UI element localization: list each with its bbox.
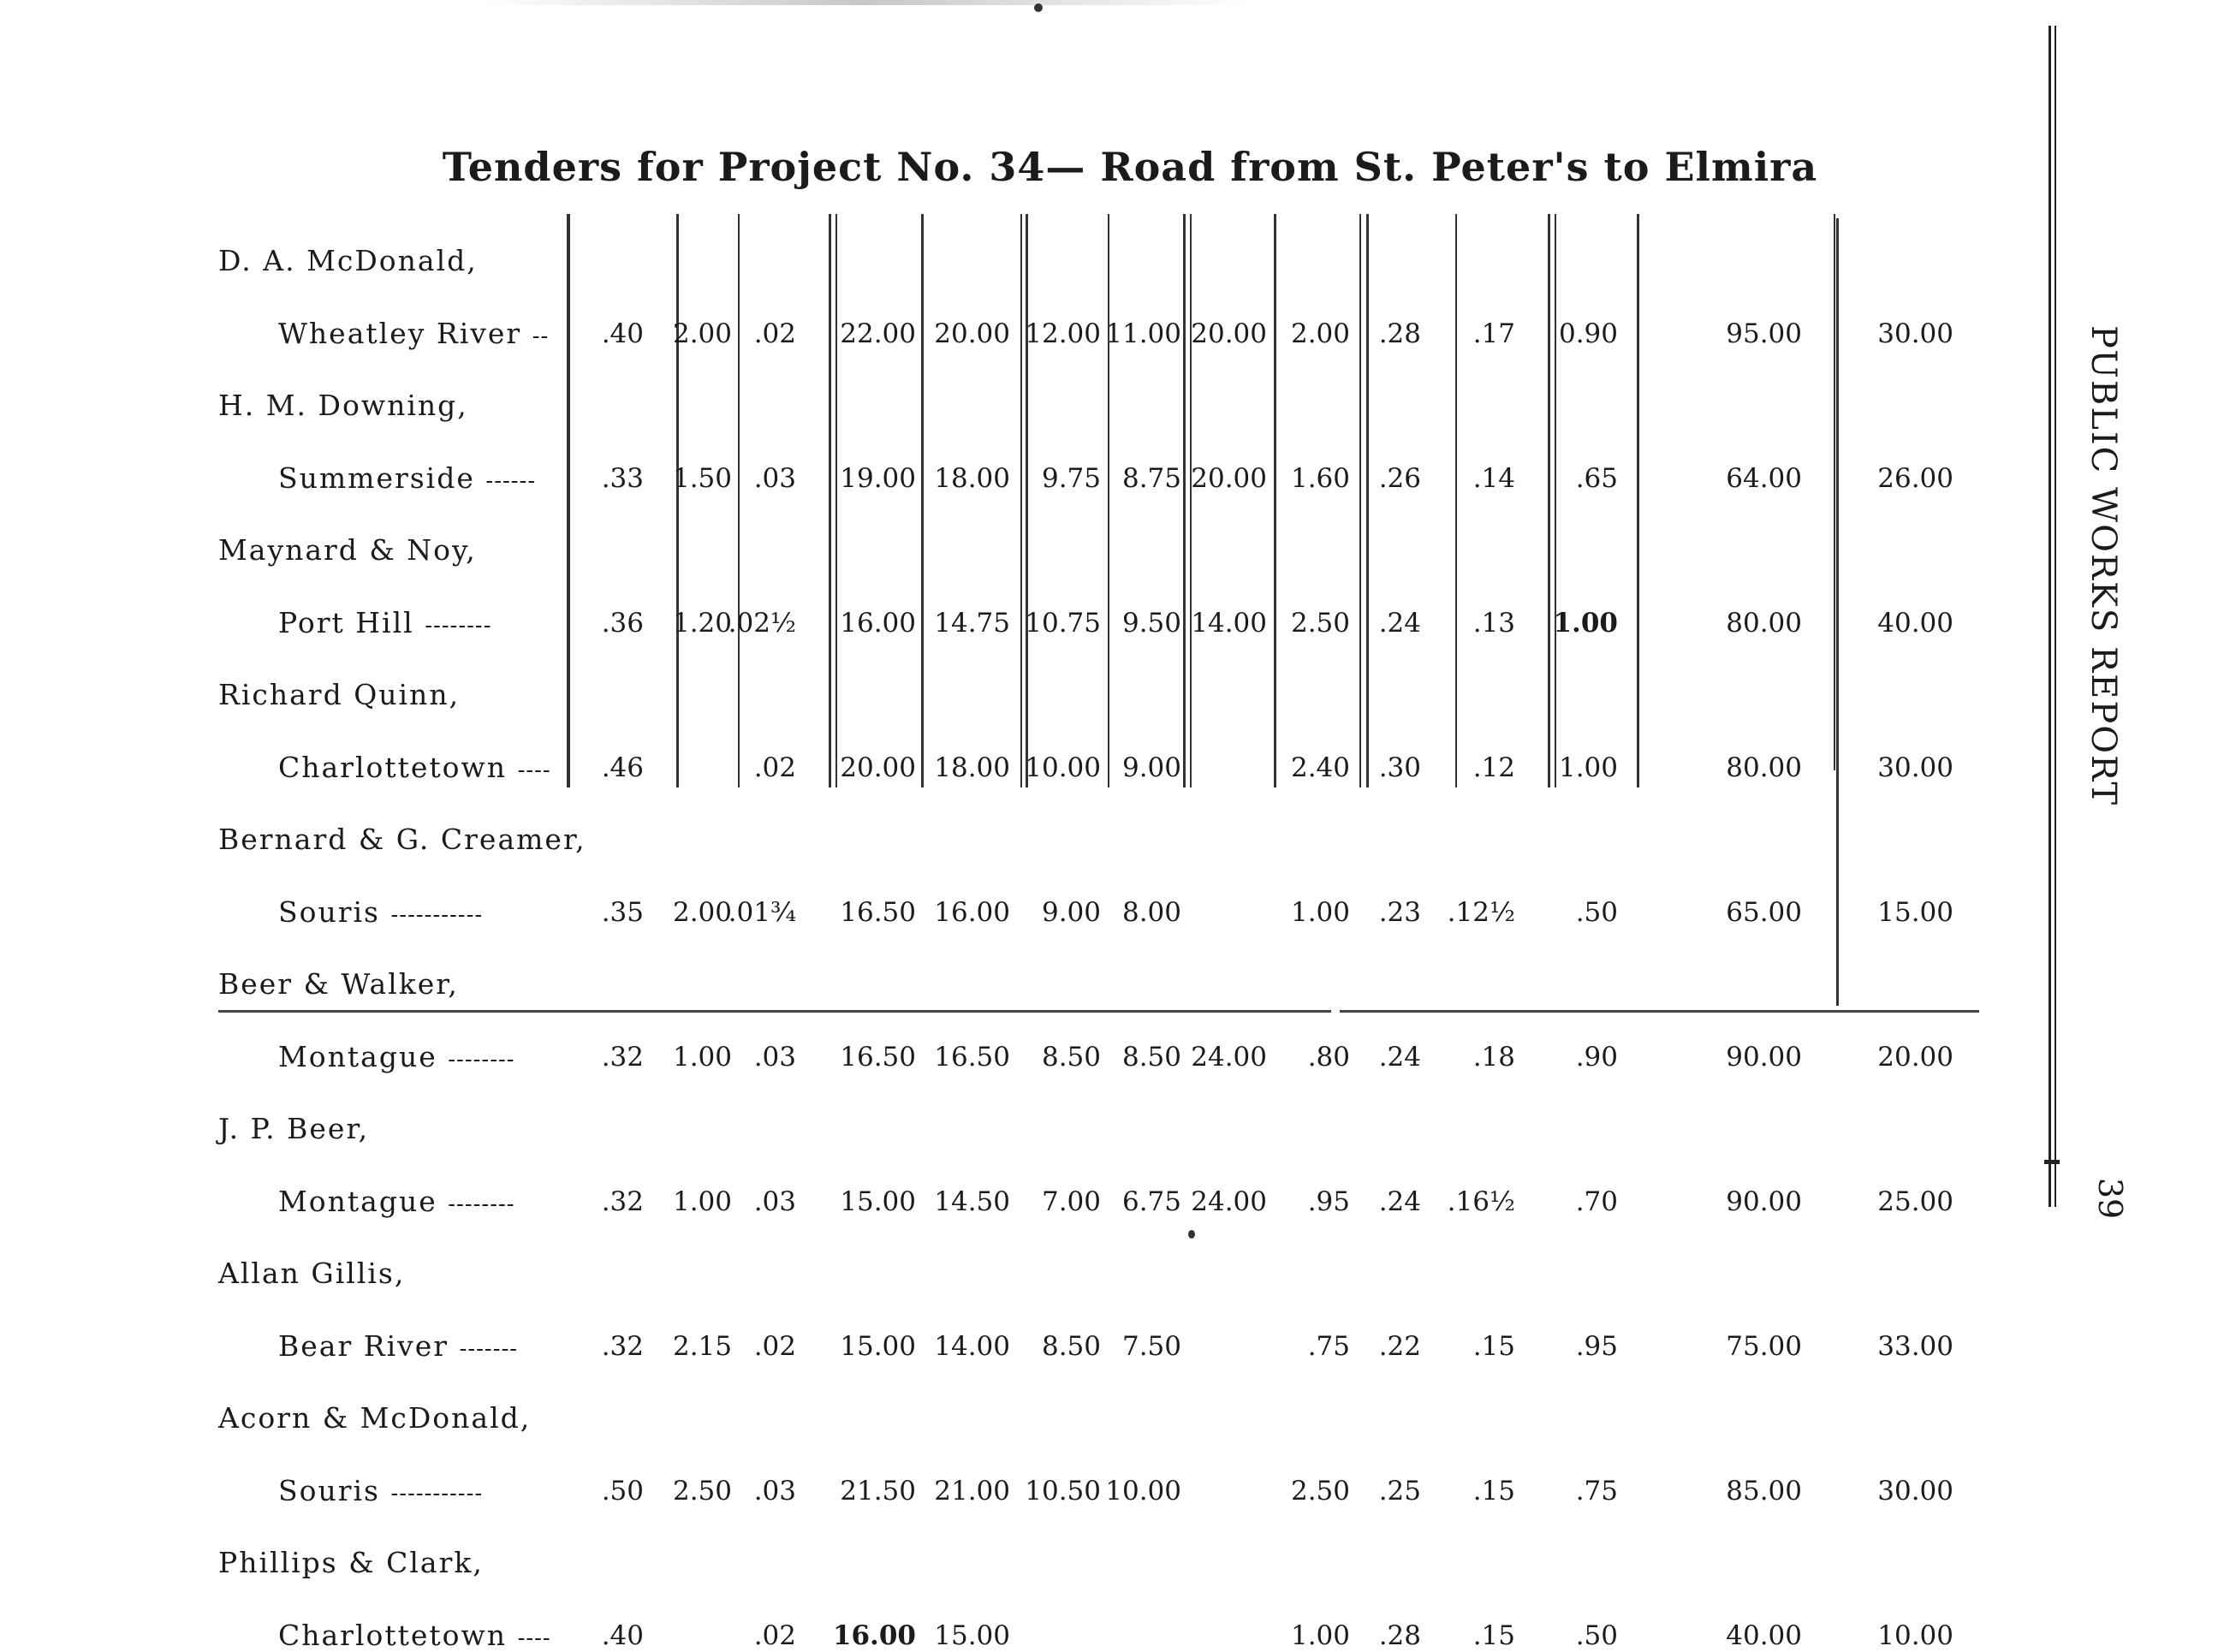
column-rule [1020, 214, 1022, 787]
table-cell: .17 [1472, 318, 1515, 349]
contractor-name: Allan Gillis, [218, 1257, 406, 1290]
contractor-location [278, 1040, 515, 1073]
table-cell: 2.00 [672, 318, 732, 349]
table-cell: 19.00 [840, 462, 916, 494]
table-cell: 20.00 [1191, 462, 1267, 494]
table-cell: 1.00 [672, 1041, 732, 1073]
contractor-location [278, 1474, 483, 1507]
dash-leader: ---- [517, 1625, 551, 1651]
contractor-name: Phillips & Clark, [218, 1546, 484, 1579]
contractor-location [278, 1619, 551, 1652]
column-rule [1836, 218, 1839, 1006]
table-cell: 30.00 [1877, 318, 1953, 349]
contractor-name: D. A. McDonald, [218, 244, 478, 277]
table-cell: .01¾ [728, 896, 796, 928]
column-rule [568, 214, 570, 787]
table-cell: .90 [1575, 1041, 1618, 1073]
column-rule [1108, 214, 1109, 787]
table-cell: 26.00 [1877, 462, 1953, 494]
table-cell: 90.00 [1726, 1186, 1802, 1217]
dash-leader: ---- [517, 757, 551, 783]
table-cell: .32 [601, 1330, 644, 1362]
table-cell: 14.50 [934, 1186, 1010, 1217]
table-cell: .36 [601, 607, 644, 639]
ink-speck [1188, 1230, 1195, 1239]
table-cell: 22.00 [840, 318, 916, 349]
location-label: Charlottetown [278, 1618, 508, 1652]
table-cell: 33.00 [1877, 1330, 1953, 1362]
ink-speck-top [1034, 3, 1043, 12]
contractor-location [278, 1329, 518, 1363]
column-rule [921, 214, 924, 787]
table-cell: .24 [1378, 607, 1421, 639]
table-cell: .40 [601, 318, 644, 349]
contractor-name: Beer & Walker, [218, 967, 459, 1001]
dash-leader: ----------- [390, 901, 484, 928]
table-cell: 80.00 [1726, 752, 1802, 783]
location-label: Souris [278, 894, 380, 929]
table-cell: 2.00 [1290, 318, 1350, 349]
table-cell: 7.00 [1041, 1186, 1101, 1217]
table-cell: .02 [753, 318, 796, 349]
table-cell: 8.50 [1041, 1330, 1101, 1362]
table-cell: 9.00 [1041, 896, 1101, 928]
location-label: Souris [278, 1473, 380, 1507]
table-cell: .15 [1472, 1619, 1515, 1651]
table-cell: 8.75 [1121, 462, 1181, 494]
location-label: Montague [278, 1184, 437, 1218]
table-cell: .95 [1307, 1186, 1350, 1217]
table-cell: 40.00 [1877, 607, 1953, 639]
column-rule [1366, 214, 1369, 787]
table-cell: .50 [601, 1475, 644, 1506]
table-bottom-rule [218, 1010, 1331, 1013]
table-cell: 2.50 [1290, 607, 1350, 639]
contractor-location [278, 317, 549, 350]
table-cell: .02½ [728, 607, 796, 639]
table-cell: .23 [1378, 896, 1421, 928]
contractor-name: Maynard & Noy, [218, 533, 477, 567]
table-cell: 14.00 [1191, 607, 1267, 639]
table-cell: 10.00 [1877, 1619, 1953, 1651]
column-rule [1637, 214, 1639, 787]
dash-leader: -------- [425, 612, 492, 639]
contractor-name: Richard Quinn, [218, 678, 461, 711]
table-cell: 14.75 [934, 607, 1010, 639]
location-label: Bear River [278, 1328, 449, 1363]
table-cell: 8.50 [1121, 1041, 1181, 1073]
table-cell: .03 [753, 1186, 796, 1217]
table-cell: .28 [1378, 318, 1421, 349]
table-cell: 16.00 [832, 1619, 916, 1651]
table-cell: .35 [601, 896, 644, 928]
table-cell: 8.00 [1121, 896, 1181, 928]
column-rule [1548, 214, 1550, 787]
location-label: Montague [278, 1039, 437, 1073]
table-cell: .22 [1378, 1330, 1421, 1362]
table-cell: 8.50 [1041, 1041, 1101, 1073]
table-cell: 95.00 [1726, 318, 1802, 349]
table-cell: .80 [1307, 1041, 1350, 1073]
table-cell: 12.00 [1025, 318, 1101, 349]
table-cell: 2.50 [672, 1475, 732, 1506]
table-cell: 9.50 [1121, 607, 1181, 639]
dash-leader: -- [532, 323, 550, 349]
table-cell: 20.00 [934, 318, 1010, 349]
table-cell: 75.00 [1726, 1330, 1802, 1362]
table-cell: 16.00 [934, 896, 1010, 928]
table-cell: 20.00 [1877, 1041, 1953, 1073]
table-cell: .46 [601, 752, 644, 783]
dash-leader: ----------- [390, 1480, 484, 1506]
table-cell: 1.00 [672, 1186, 732, 1217]
table-cell: .95 [1575, 1330, 1618, 1362]
table-cell: .02 [753, 752, 796, 783]
contractor-name: Bernard & G. Creamer, [218, 823, 586, 856]
location-label: Charlottetown [278, 750, 508, 784]
contractor-name: H. M. Downing, [218, 389, 468, 422]
table-bottom-rule [1340, 1010, 1979, 1013]
table-cell: 15.00 [840, 1330, 916, 1362]
dash-leader: -------- [448, 1046, 515, 1073]
table-cell: 16.00 [840, 607, 916, 639]
table-cell: 16.50 [840, 1041, 916, 1073]
table-cell: 2.40 [1290, 752, 1350, 783]
table-cell: 2.50 [1290, 1475, 1350, 1506]
margin-rule [2049, 26, 2051, 1207]
table-cell: 90.00 [1726, 1041, 1802, 1073]
column-rule [1455, 214, 1457, 787]
column-rule [835, 214, 837, 787]
dash-leader: -------- [448, 1191, 515, 1217]
contractor-location [278, 1185, 515, 1218]
table-cell: 1.00 [1290, 896, 1350, 928]
table-cell: .12½ [1447, 896, 1515, 928]
table-cell: .03 [753, 1041, 796, 1073]
table-cell: 24.00 [1191, 1186, 1267, 1217]
table-cell: 65.00 [1726, 896, 1802, 928]
contractor-name: Acorn & McDonald, [218, 1401, 532, 1435]
table-cell: 21.50 [840, 1475, 916, 1506]
table-cell: .02 [753, 1619, 796, 1651]
table-cell: 15.00 [840, 1186, 916, 1217]
table-cell: 16.50 [934, 1041, 1010, 1073]
table-cell: 24.00 [1191, 1041, 1267, 1073]
column-rule [676, 214, 679, 787]
table-cell: .15 [1472, 1330, 1515, 1362]
column-rule [1834, 214, 1835, 770]
table-cell: .26 [1378, 462, 1421, 494]
running-head: PUBLIC WORKS REPORT [2084, 325, 2123, 807]
table-cell: .14 [1472, 462, 1515, 494]
table-cell: .65 [1575, 462, 1618, 494]
table-cell: .03 [753, 462, 796, 494]
table-cell: 18.00 [934, 752, 1010, 783]
table-cell: .33 [601, 462, 644, 494]
table-cell: 80.00 [1726, 607, 1802, 639]
contractor-location [278, 895, 483, 929]
table-cell: 64.00 [1726, 462, 1802, 494]
column-rule [829, 214, 831, 787]
column-rule [1555, 214, 1556, 787]
table-cell: 25.00 [1877, 1186, 1953, 1217]
table-cell: 18.00 [934, 462, 1010, 494]
location-label: Summerside [278, 461, 475, 495]
table-cell: .50 [1575, 896, 1618, 928]
table-cell: 15.00 [1877, 896, 1953, 928]
table-cell: 14.00 [934, 1330, 1010, 1362]
table-cell: .18 [1472, 1041, 1515, 1073]
table-cell: 1.00 [1553, 607, 1618, 639]
table-cell: 6.75 [1121, 1186, 1181, 1217]
table-cell: 7.50 [1121, 1330, 1181, 1362]
contractor-location [278, 751, 551, 784]
column-rule [738, 214, 740, 787]
contractor-name: J. P. Beer, [218, 1112, 370, 1145]
table-cell: .15 [1472, 1475, 1515, 1506]
table-cell: 11.00 [1105, 318, 1181, 349]
table-cell: 20.00 [1191, 318, 1267, 349]
margin-rule-inner [2054, 26, 2056, 1207]
table-cell: .30 [1378, 752, 1421, 783]
table-cell: .75 [1575, 1475, 1618, 1506]
table-cell: 9.75 [1041, 462, 1101, 494]
column-rule [1183, 214, 1186, 787]
table-cell: 40.00 [1726, 1619, 1802, 1651]
table-cell: 10.75 [1025, 607, 1101, 639]
table-cell: .28 [1378, 1619, 1421, 1651]
table-cell: 1.00 [1290, 1619, 1350, 1651]
table-cell: 9.00 [1121, 752, 1181, 783]
table-cell: 30.00 [1877, 1475, 1953, 1506]
table-cell: 1.50 [672, 462, 732, 494]
table-cell: 2.00 [672, 896, 732, 928]
table-cell: .50 [1575, 1619, 1618, 1651]
dash-leader: ------- [459, 1335, 519, 1362]
table-cell: .24 [1378, 1041, 1421, 1073]
contractor-location [278, 461, 536, 495]
table-cell: 2.15 [672, 1330, 732, 1362]
table-cell: 10.00 [1105, 1475, 1181, 1506]
table-cell: 10.00 [1025, 752, 1101, 783]
page-title: Tenders for Project No. 34— Road from St. Peter's to Elmira [442, 144, 1818, 190]
table-cell: .13 [1472, 607, 1515, 639]
table-cell: .32 [601, 1186, 644, 1217]
table-cell: 85.00 [1726, 1475, 1802, 1506]
column-rule [1359, 214, 1361, 787]
table-cell: .32 [601, 1041, 644, 1073]
page-number: 39 [2091, 1177, 2129, 1220]
table-cell: .12 [1472, 752, 1515, 783]
column-rule [1274, 214, 1276, 787]
table-cell: .02 [753, 1330, 796, 1362]
column-rule [1190, 214, 1192, 787]
margin-tick [2044, 1160, 2060, 1164]
table-cell: .24 [1378, 1186, 1421, 1217]
table-cell: 0.90 [1558, 318, 1618, 349]
table-cell: 16.50 [840, 896, 916, 928]
table-cell: 10.50 [1025, 1475, 1101, 1506]
location-label: Port Hill [278, 605, 414, 639]
table-cell: .70 [1575, 1186, 1618, 1217]
table-cell: .16½ [1447, 1186, 1515, 1217]
table-cell: 1.20 [672, 607, 732, 639]
table-cell: 1.60 [1290, 462, 1350, 494]
table-cell: 20.00 [840, 752, 916, 783]
table-cell: .03 [753, 1475, 796, 1506]
table-cell: .75 [1307, 1330, 1350, 1362]
column-rule [1026, 214, 1028, 787]
dash-leader: ------ [485, 467, 537, 494]
table-cell: 1.00 [1558, 752, 1618, 783]
table-cell: .40 [601, 1619, 644, 1651]
table-cell: 30.00 [1877, 752, 1953, 783]
table-cell: .25 [1378, 1475, 1421, 1506]
contractor-location [278, 606, 491, 639]
table-cell: 21.00 [934, 1475, 1010, 1506]
table-cell: 15.00 [934, 1619, 1010, 1651]
location-label: Wheatley River [278, 316, 522, 350]
